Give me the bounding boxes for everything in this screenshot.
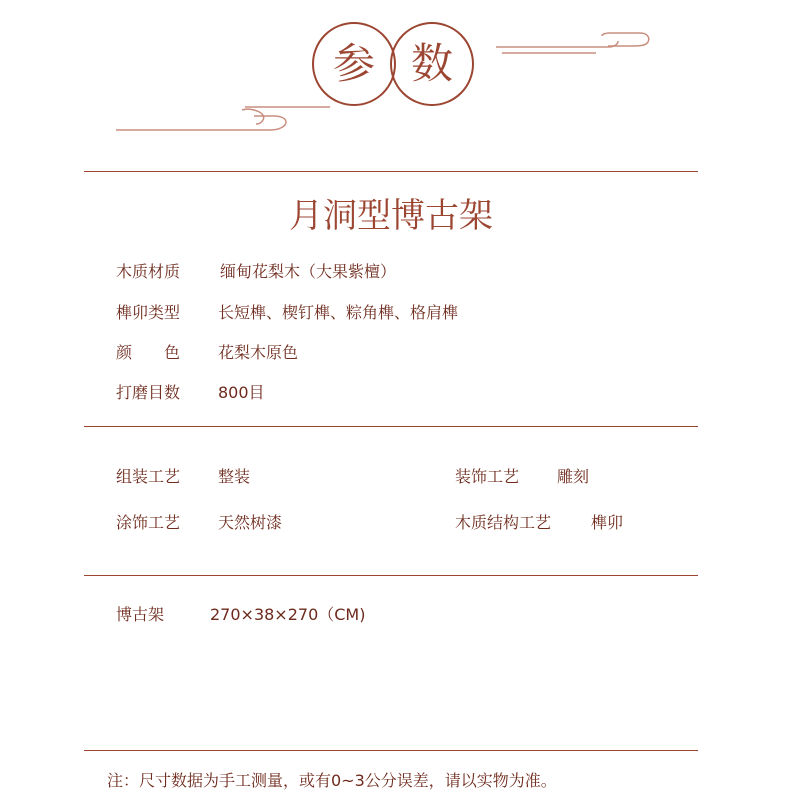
craft-value-assembly: 整装 (218, 467, 251, 486)
craft-label-decoration: 装饰工艺 (455, 467, 520, 486)
spec-value-color: 花梨木原色 (218, 343, 299, 362)
divider-bottom (84, 750, 698, 751)
cloud-line-left-icon (116, 107, 330, 130)
header-decoration (0, 0, 790, 160)
spec-label-joinery: 榫卯类型 (116, 303, 181, 322)
divider-top (84, 171, 698, 172)
size-label: 博古架 (116, 605, 165, 624)
size-value: 270×38×270（CM) (210, 605, 366, 624)
spec-value-joinery: 长短榫、楔钉榫、粽角榫、格肩榫 (218, 303, 459, 322)
craft-value-structure: 榫卯 (591, 513, 624, 532)
product-title: 月洞型博古架 (289, 196, 493, 236)
craft-label-structure: 木质结构工艺 (455, 513, 552, 532)
spec-value-polish: 800目 (218, 383, 265, 402)
title-char-can: 参 (333, 39, 376, 88)
divider-lower (84, 575, 698, 576)
spec-value-material: 缅甸花梨木（大果紫檀） (220, 262, 397, 281)
craft-value-finish: 天然树漆 (218, 513, 283, 532)
spec-label-material: 木质材质 (116, 262, 181, 281)
spec-label-color: 颜 色 (116, 343, 181, 362)
cloud-line-right-icon (496, 33, 649, 53)
spec-label-polish: 打磨目数 (116, 383, 181, 402)
craft-label-finish: 涂饰工艺 (116, 513, 181, 532)
divider-middle (84, 426, 698, 427)
title-char-shu: 数 (411, 39, 454, 88)
craft-value-decoration: 雕刻 (557, 467, 590, 486)
craft-label-assembly: 组装工艺 (116, 467, 181, 486)
footer-note: 注：尺寸数据为手工测量，或有0~3公分误差，请以实物为准。 (107, 771, 557, 790)
